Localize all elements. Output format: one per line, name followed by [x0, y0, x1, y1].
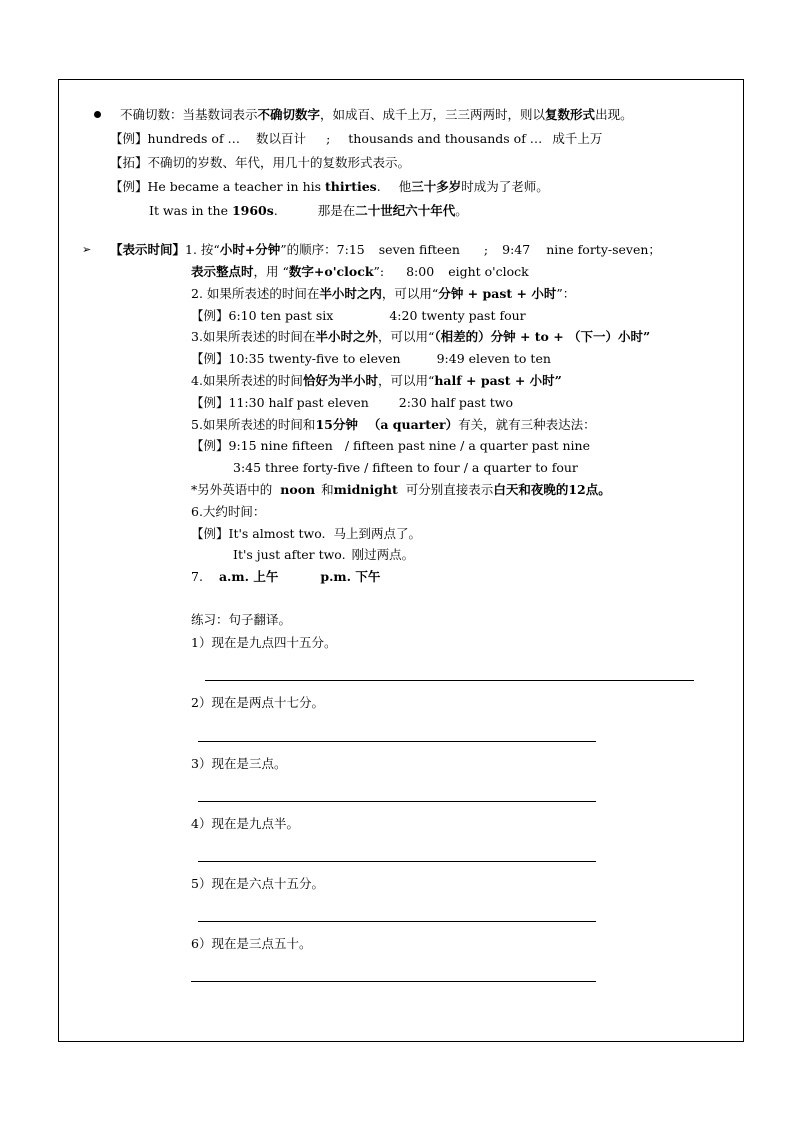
example-thirties: 【例】He became a teacher in his thirties. 他三十多岁时成为了老师。: [110, 179, 549, 194]
bullet-dot-icon: [94, 111, 101, 118]
noon-midnight-note: *另外英语中的 noon 和midnight 可分别直接表示白天和夜晚的12点。: [191, 482, 611, 497]
practice-item: 2）现在是两点十七分。: [191, 695, 324, 710]
answer-line[interactable]: [198, 861, 596, 862]
example-hundreds: 【例】hundreds of … 数以百计 ; thousands and thousands of … 成千上万: [110, 131, 603, 146]
half-rule: 4.如果所表述的时间恰好为半小时，可以用“half + past + 小时”: [191, 373, 562, 388]
am-pm: 7. a.m. 上午 p.m. 下午: [191, 569, 381, 584]
to-example: 【例】10:35 twenty-five to eleven 9:49 eleven to ten: [191, 351, 551, 366]
oclock-rule: 表示整点时，用 “数字+o'clock”: 8:00 eight o'clock: [191, 264, 529, 279]
answer-line[interactable]: [198, 921, 596, 922]
uncertain-number-rule: 不确切数：当基数词表示不确切数字，如成百、成千上万，三三两两时，则以复数形式出现。: [120, 107, 633, 122]
half-example: 【例】11:30 half past eleven 2:30 half past two: [191, 395, 514, 410]
approx-example-2: It's just after two. 刚过两点。: [233, 547, 415, 562]
past-example: 【例】6:10 ten past six 4:20 twenty past four: [191, 308, 526, 323]
time-heading: 【表示时间】1. 按“小时+分钟”的顺序：7:15 seven fifteen ; 9:47 nine forty-seven；: [110, 242, 661, 257]
example-1960s: It was in the 1960s. 那是在二十世纪六十年代。: [149, 203, 468, 218]
to-rule: 3.如果所表述的时间在半小时之外，可以用“（相差的）分钟 + to + （下一）小时”: [191, 329, 651, 344]
quarter-rule: 5.如果所表述的时间和15分钟 （a quarter）有关，就有三种表达法：: [191, 417, 596, 432]
answer-line[interactable]: [198, 741, 596, 742]
practice-item: 5）现在是六点十五分。: [191, 876, 324, 891]
answer-line[interactable]: [198, 801, 596, 802]
arrow-bullet-icon: ➢: [82, 243, 92, 256]
practice-item: 6）现在是三点五十。: [191, 936, 312, 951]
past-rule: 2. 如果所表述的时间在半小时之内，可以用“分钟 + past + 小时”：: [191, 286, 576, 301]
approx-example-1: 【例】It's almost two. 马上到两点了。: [191, 526, 422, 541]
practice-item: 3）现在是三点。: [191, 756, 287, 771]
answer-line[interactable]: [205, 680, 694, 681]
answer-line[interactable]: [191, 981, 596, 982]
approx-time-heading: 6.大约时间：: [191, 504, 266, 519]
quarter-example-2: 3:45 three forty-five / fifteen to four / a quarter to four: [233, 460, 578, 475]
quarter-example-1: 【例】9:15 nine fifteen / fifteen past nine / a quarter past nine: [191, 438, 591, 453]
practice-item: 4）现在是九点半。: [191, 816, 299, 831]
practice-item: 1）现在是九点四十五分。: [191, 635, 337, 650]
extension-ages: 【拓】不确切的岁数、年代，用几十的复数形式表示。: [110, 155, 411, 170]
practice-title: 练习：句子翻译。: [191, 612, 292, 627]
